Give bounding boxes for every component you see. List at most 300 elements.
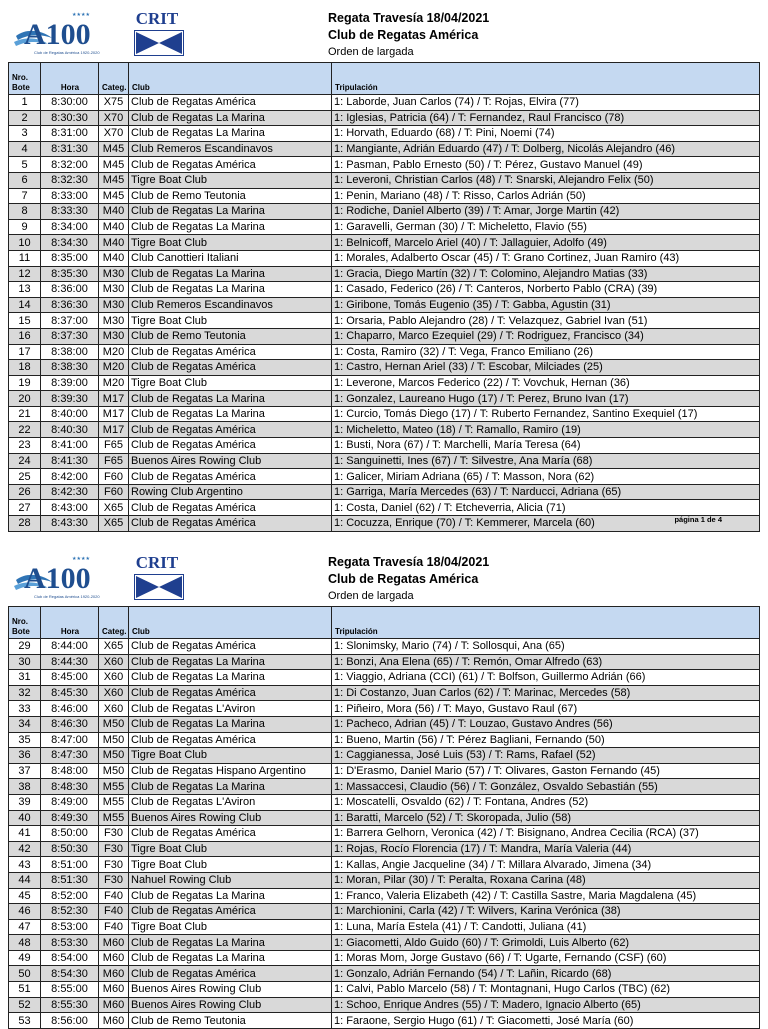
cell-hora: 8:38:00 <box>41 344 99 360</box>
cell-nro: 34 <box>9 716 41 732</box>
cell-categ: M60 <box>99 966 129 982</box>
start-order-table <box>8 62 760 532</box>
cell-nro: 48 <box>9 935 41 951</box>
cell-club: Club de Regatas América <box>129 344 332 360</box>
cell-categ: X75 <box>99 95 129 111</box>
cell-nro: 29 <box>9 639 41 655</box>
cell-club: Club de Regatas América <box>129 904 332 920</box>
cell-nro: 28 <box>9 516 41 532</box>
page-subtitle: Club de Regatas América <box>328 28 479 42</box>
cell-hora: 8:41:30 <box>41 453 99 469</box>
page-number: página 1 de 4 <box>674 515 722 524</box>
table-row <box>9 188 760 204</box>
crit-logo-text: CRIT <box>135 9 179 28</box>
a100-logo-text: A100 <box>24 562 91 595</box>
cell-club: Club de Regatas L'Aviron <box>129 794 332 810</box>
table-row <box>9 219 760 235</box>
cell-hora: 8:31:00 <box>41 126 99 142</box>
cell-tripulacion: 1: Penin, Mariano (48) / T: Risso, Carlos Adrián (50) <box>332 188 760 204</box>
cell-hora: 8:39:30 <box>41 391 99 407</box>
cell-club: Club de Regatas La Marina <box>129 266 332 282</box>
cell-hora: 8:55:30 <box>41 997 99 1013</box>
table-row <box>9 250 760 266</box>
cell-tripulacion: 1: Belnicoff, Marcelo Ariel (40) / T: Jallaguier, Adolfo (49) <box>332 235 760 251</box>
table-row <box>9 1013 760 1029</box>
cell-hora: 8:51:30 <box>41 872 99 888</box>
cell-nro: 47 <box>9 919 41 935</box>
cell-hora: 8:45:00 <box>41 670 99 686</box>
cell-nro: 51 <box>9 982 41 998</box>
cell-nro: 10 <box>9 235 41 251</box>
cell-tripulacion: 1: Schoo, Enrique Andres (55) / T: Madero, Ignacio Alberto (65) <box>332 997 760 1013</box>
table-row <box>9 670 760 686</box>
cell-club: Club Remeros Escandinavos <box>129 141 332 157</box>
table-row <box>9 391 760 407</box>
cell-categ: X70 <box>99 126 129 142</box>
cell-club: Club de Regatas Hispano Argentino <box>129 763 332 779</box>
cell-nro: 15 <box>9 313 41 329</box>
cell-nro: 35 <box>9 732 41 748</box>
table-row <box>9 297 760 313</box>
cell-categ: M40 <box>99 219 129 235</box>
table-row <box>9 982 760 998</box>
table-row <box>9 484 760 500</box>
table-row <box>9 872 760 888</box>
cell-club: Tigre Boat Club <box>129 841 332 857</box>
cell-categ: F40 <box>99 888 129 904</box>
cell-nro: 45 <box>9 888 41 904</box>
cell-categ: M40 <box>99 250 129 266</box>
cell-tripulacion: 1: Costa, Ramiro (32) / T: Vega, Franco Emiliano (26) <box>332 344 760 360</box>
cell-tripulacion: 1: D'Erasmo, Daniel Mario (57) / T: Olivares, Gaston Fernando (45) <box>332 763 760 779</box>
cell-tripulacion: 1: Garriga, María Mercedes (63) / T: Narducci, Adriana (65) <box>332 484 760 500</box>
cell-nro: 13 <box>9 282 41 298</box>
crit-flag-icon <box>134 574 184 600</box>
cell-club: Club de Regatas América <box>129 826 332 842</box>
cell-club: Tigre Boat Club <box>129 172 332 188</box>
cell-nro: 14 <box>9 297 41 313</box>
cell-hora: 8:42:00 <box>41 469 99 485</box>
table-row <box>9 904 760 920</box>
cell-club: Club de Regatas La Marina <box>129 110 332 126</box>
cell-categ: F65 <box>99 438 129 454</box>
cell-nro: 26 <box>9 484 41 500</box>
cell-categ: M30 <box>99 328 129 344</box>
cell-tripulacion: 1: Casado, Federico (26) / T: Canteros, Norberto Pablo (CRA) (39) <box>332 282 760 298</box>
cell-hora: 8:52:00 <box>41 888 99 904</box>
results-page-1 <box>8 0 768 530</box>
cell-nro: 19 <box>9 375 41 391</box>
cell-hora: 8:33:30 <box>41 204 99 220</box>
cell-club: Club de Regatas América <box>129 966 332 982</box>
header-hora: Hora <box>41 607 99 639</box>
cell-club: Club de Remo Teutonia <box>129 188 332 204</box>
cell-club: Club de Regatas La Marina <box>129 219 332 235</box>
table-row <box>9 732 760 748</box>
cell-hora: 8:55:00 <box>41 982 99 998</box>
cell-categ: M50 <box>99 763 129 779</box>
cell-club: Club de Regatas La Marina <box>129 654 332 670</box>
cell-nro: 23 <box>9 438 41 454</box>
table-row <box>9 266 760 282</box>
cell-nro: 4 <box>9 141 41 157</box>
cell-nro: 43 <box>9 857 41 873</box>
page-caption: Orden de largada <box>328 46 414 58</box>
header-categ: Categ. <box>99 63 129 95</box>
cell-club: Rowing Club Argentino <box>129 484 332 500</box>
table-row <box>9 763 760 779</box>
header-tripulacion: Tripulación <box>332 63 760 95</box>
cell-tripulacion: 1: Faraone, Sergio Hugo (61) / T: Giacometti, José María (60) <box>332 1013 760 1029</box>
cell-tripulacion: 1: Barrera Gelhorn, Veronica (42) / T: Bisignano, Andrea Cecilia (RCA) (37) <box>332 826 760 842</box>
cell-nro: 37 <box>9 763 41 779</box>
cell-categ: M17 <box>99 391 129 407</box>
table-row <box>9 453 760 469</box>
table-row <box>9 204 760 220</box>
table-row <box>9 810 760 826</box>
cell-hora: 8:35:00 <box>41 250 99 266</box>
cell-tripulacion: 1: Busti, Nora (67) / T: Marchelli, María Teresa (64) <box>332 438 760 454</box>
cell-tripulacion: 1: Moscatelli, Osvaldo (62) / T: Fontana, Andres (52) <box>332 794 760 810</box>
cell-club: Club de Regatas América <box>129 685 332 701</box>
cell-categ: M17 <box>99 406 129 422</box>
cell-club: Club de Regatas La Marina <box>129 779 332 795</box>
cell-nro: 3 <box>9 126 41 142</box>
table-header-row <box>9 63 760 95</box>
cell-hora: 8:48:00 <box>41 763 99 779</box>
cell-hora: 8:46:30 <box>41 716 99 732</box>
cell-hora: 8:30:30 <box>41 110 99 126</box>
table-row <box>9 344 760 360</box>
cell-tripulacion: 1: Marchionini, Carla (42) / T: Wilvers, Karina Verónica (38) <box>332 904 760 920</box>
table-header-row <box>9 607 760 639</box>
results-page-2 <box>8 544 768 1027</box>
cell-hora: 8:34:30 <box>41 235 99 251</box>
cell-categ: M60 <box>99 950 129 966</box>
table-row <box>9 406 760 422</box>
cell-tripulacion: 1: Costa, Daniel (62) / T: Etcheverria, Alicia (71) <box>332 500 760 516</box>
cell-club: Buenos Aires Rowing Club <box>129 810 332 826</box>
cell-categ: F60 <box>99 484 129 500</box>
cell-club: Club de Regatas L'Aviron <box>129 701 332 717</box>
cell-nro: 18 <box>9 360 41 376</box>
cell-tripulacion: 1: Rodiche, Daniel Alberto (39) / T: Amar, Jorge Martin (42) <box>332 204 760 220</box>
cell-hora: 8:32:00 <box>41 157 99 173</box>
cell-categ: M30 <box>99 313 129 329</box>
cell-club: Club de Regatas América <box>129 95 332 111</box>
table-row <box>9 966 760 982</box>
cell-categ: F40 <box>99 904 129 920</box>
table-row <box>9 997 760 1013</box>
svg-text:★★★★: ★★★★ <box>72 12 90 18</box>
crit-logo-text: CRIT <box>135 553 179 572</box>
cell-tripulacion: 1: Leverone, Marcos Federico (22) / T: Vovchuk, Hernan (36) <box>332 375 760 391</box>
cell-nro: 8 <box>9 204 41 220</box>
cell-nro: 17 <box>9 344 41 360</box>
cell-nro: 42 <box>9 841 41 857</box>
cell-hora: 8:37:00 <box>41 313 99 329</box>
cell-nro: 2 <box>9 110 41 126</box>
cell-hora: 8:40:30 <box>41 422 99 438</box>
cell-hora: 8:42:30 <box>41 484 99 500</box>
cell-categ: M55 <box>99 794 129 810</box>
cell-hora: 8:35:30 <box>41 266 99 282</box>
table-row <box>9 422 760 438</box>
title-block <box>328 554 489 604</box>
cell-nro: 41 <box>9 826 41 842</box>
table-row <box>9 313 760 329</box>
cell-tripulacion: 1: Piñeiro, Mora (56) / T: Mayo, Gustavo Raul (67) <box>332 701 760 717</box>
cell-hora: 8:43:00 <box>41 500 99 516</box>
cell-nro: 32 <box>9 685 41 701</box>
table-row <box>9 950 760 966</box>
table-row <box>9 469 760 485</box>
cell-nro: 49 <box>9 950 41 966</box>
cell-categ: M45 <box>99 157 129 173</box>
table-row <box>9 779 760 795</box>
page-caption: Orden de largada <box>328 590 414 602</box>
cell-tripulacion: 1: Rojas, Rocío Florencia (17) / T: Mandra, María Valeria (44) <box>332 841 760 857</box>
cell-club: Club de Regatas La Marina <box>129 716 332 732</box>
a100-logo-tagline: Club de Regatas América 1920-2020 <box>34 594 100 599</box>
table-row <box>9 126 760 142</box>
cell-club: Tigre Boat Club <box>129 857 332 873</box>
cell-club: Club de Regatas La Marina <box>129 391 332 407</box>
cell-categ: F30 <box>99 841 129 857</box>
cell-categ: X60 <box>99 685 129 701</box>
cell-categ: F65 <box>99 453 129 469</box>
cell-hora: 8:53:30 <box>41 935 99 951</box>
table-row <box>9 639 760 655</box>
cell-hora: 8:52:30 <box>41 904 99 920</box>
crit-flag-icon <box>134 30 184 56</box>
cell-club: Buenos Aires Rowing Club <box>129 997 332 1013</box>
table-row <box>9 826 760 842</box>
cell-club: Club de Regatas América <box>129 516 332 532</box>
cell-nro: 21 <box>9 406 41 422</box>
cell-categ: M17 <box>99 422 129 438</box>
cell-nro: 27 <box>9 500 41 516</box>
cell-hora: 8:49:00 <box>41 794 99 810</box>
cell-hora: 8:36:30 <box>41 297 99 313</box>
table-row <box>9 857 760 873</box>
cell-tripulacion: 1: Curcio, Tomás Diego (17) / T: Ruberto Fernandez, Santino Exequiel (17) <box>332 406 760 422</box>
a100-logo <box>12 10 104 58</box>
cell-club: Club de Regatas La Marina <box>129 282 332 298</box>
cell-club: Club de Regatas La Marina <box>129 950 332 966</box>
cell-categ: M60 <box>99 1013 129 1029</box>
cell-club: Club de Regatas América <box>129 157 332 173</box>
cell-tripulacion: 1: Cocuzza, Enrique (70) / T: Kemmerer, Marcela (60) <box>332 516 760 532</box>
cell-tripulacion: 1: Sanguinetti, Ines (67) / T: Silvestre, Ana María (68) <box>332 453 760 469</box>
cell-tripulacion: 1: Pacheco, Adrian (45) / T: Louzao, Gustavo Andres (56) <box>332 716 760 732</box>
cell-club: Club de Regatas América <box>129 639 332 655</box>
cell-categ: M45 <box>99 172 129 188</box>
cell-tripulacion: 1: Laborde, Juan Carlos (74) / T: Rojas, Elvira (77) <box>332 95 760 111</box>
cell-hora: 8:49:30 <box>41 810 99 826</box>
cell-club: Club de Regatas La Marina <box>129 126 332 142</box>
cell-hora: 8:44:30 <box>41 654 99 670</box>
cell-nro: 52 <box>9 997 41 1013</box>
cell-categ: M20 <box>99 360 129 376</box>
svg-text:★★★★: ★★★★ <box>72 556 90 562</box>
cell-club: Club de Regatas América <box>129 360 332 376</box>
cell-club: Club de Regatas América <box>129 500 332 516</box>
title-block <box>328 10 489 60</box>
cell-categ: M60 <box>99 997 129 1013</box>
table-row <box>9 888 760 904</box>
cell-categ: F40 <box>99 919 129 935</box>
cell-tripulacion: 1: Viaggio, Adriana (CCI) (61) / T: Bolfson, Guillermo Adrián (66) <box>332 670 760 686</box>
cell-nro: 12 <box>9 266 41 282</box>
table-row <box>9 157 760 173</box>
table-row <box>9 516 760 532</box>
cell-tripulacion: 1: Giacometti, Aldo Guido (60) / T: Grimoldi, Luis Alberto (62) <box>332 935 760 951</box>
cell-tripulacion: 1: Mangiante, Adrián Eduardo (47) / T: Dolberg, Nicolás Alejandro (46) <box>332 141 760 157</box>
cell-club: Club de Regatas América <box>129 732 332 748</box>
cell-categ: M30 <box>99 297 129 313</box>
cell-categ: M40 <box>99 235 129 251</box>
cell-categ: M60 <box>99 935 129 951</box>
cell-categ: M50 <box>99 732 129 748</box>
cell-club: Nahuel Rowing Club <box>129 872 332 888</box>
cell-nro: 25 <box>9 469 41 485</box>
cell-categ: M30 <box>99 266 129 282</box>
table-row <box>9 438 760 454</box>
table-row <box>9 685 760 701</box>
cell-categ: M55 <box>99 810 129 826</box>
cell-club: Club de Regatas La Marina <box>129 888 332 904</box>
cell-categ: M50 <box>99 748 129 764</box>
cell-tripulacion: 1: Calvi, Pablo Marcelo (58) / T: Montagnani, Hugo Carlos (TBC) (62) <box>332 982 760 998</box>
cell-club: Club de Remo Teutonia <box>129 1013 332 1029</box>
cell-hora: 8:43:30 <box>41 516 99 532</box>
cell-hora: 8:34:00 <box>41 219 99 235</box>
cell-hora: 8:31:30 <box>41 141 99 157</box>
page-header <box>8 0 768 62</box>
a100-logo <box>12 554 104 602</box>
cell-categ: X70 <box>99 110 129 126</box>
cell-categ: F30 <box>99 872 129 888</box>
cell-club: Buenos Aires Rowing Club <box>129 982 332 998</box>
a100-logo-tagline: Club de Regatas América 1920-2020 <box>34 50 100 55</box>
cell-categ: F30 <box>99 857 129 873</box>
cell-tripulacion: 1: Micheletto, Mateo (18) / T: Ramallo, Ramiro (19) <box>332 422 760 438</box>
cell-tripulacion: 1: Gonzalez, Laureano Hugo (17) / T: Perez, Bruno Ivan (17) <box>332 391 760 407</box>
crit-logo <box>126 554 188 600</box>
cell-hora: 8:53:00 <box>41 919 99 935</box>
table-row <box>9 235 760 251</box>
cell-nro: 16 <box>9 328 41 344</box>
cell-tripulacion: 1: Caggianessa, José Luis (53) / T: Rams, Rafael (52) <box>332 748 760 764</box>
cell-tripulacion: 1: Gracia, Diego Martín (32) / T: Colomino, Alejandro Matias (33) <box>332 266 760 282</box>
cell-tripulacion: 1: Leveroni, Christian Carlos (48) / T: Snarski, Alejandro Felix (50) <box>332 172 760 188</box>
cell-club: Club de Regatas La Marina <box>129 204 332 220</box>
cell-nro: 7 <box>9 188 41 204</box>
cell-hora: 8:33:00 <box>41 188 99 204</box>
cell-categ: M50 <box>99 716 129 732</box>
table-row <box>9 141 760 157</box>
cell-nro: 39 <box>9 794 41 810</box>
cell-categ: F60 <box>99 469 129 485</box>
cell-club: Club Canottieri Italiani <box>129 250 332 266</box>
cell-categ: X60 <box>99 654 129 670</box>
page-header <box>8 544 768 606</box>
cell-hora: 8:41:00 <box>41 438 99 454</box>
cell-club: Club de Regatas América <box>129 422 332 438</box>
cell-club: Tigre Boat Club <box>129 748 332 764</box>
cell-hora: 8:47:00 <box>41 732 99 748</box>
cell-tripulacion: 1: Orsaria, Pablo Alejandro (28) / T: Velazquez, Gabriel Ivan (51) <box>332 313 760 329</box>
page-subtitle: Club de Regatas América <box>328 572 479 586</box>
cell-tripulacion: 1: Horvath, Eduardo (68) / T: Pini, Noemi (74) <box>332 126 760 142</box>
header-club: Club <box>129 607 332 639</box>
start-order-table <box>8 606 760 1029</box>
cell-nro: 1 <box>9 95 41 111</box>
header-nro: Nro. Bote <box>9 607 41 639</box>
cell-categ: X60 <box>99 670 129 686</box>
cell-categ: F30 <box>99 826 129 842</box>
cell-tripulacion: 1: Luna, María Estela (41) / T: Candotti, Juliana (41) <box>332 919 760 935</box>
header-hora: Hora <box>41 63 99 95</box>
cell-tripulacion: 1: Franco, Valeria Elizabeth (42) / T: Castilla Sastre, Maria Magdalena (45) <box>332 888 760 904</box>
page-title: Regata Travesía 18/04/2021 <box>328 11 490 25</box>
cell-hora: 8:37:30 <box>41 328 99 344</box>
cell-tripulacion: 1: Slonimsky, Mario (74) / T: Sollosqui, Ana (65) <box>332 639 760 655</box>
cell-nro: 50 <box>9 966 41 982</box>
cell-nro: 40 <box>9 810 41 826</box>
cell-club: Club de Regatas La Marina <box>129 935 332 951</box>
cell-club: Tigre Boat Club <box>129 375 332 391</box>
cell-categ: M30 <box>99 282 129 298</box>
table-row <box>9 748 760 764</box>
cell-tripulacion: 1: Garavelli, German (30) / T: Micheletto, Flavio (55) <box>332 219 760 235</box>
table-row <box>9 919 760 935</box>
cell-hora: 8:51:00 <box>41 857 99 873</box>
cell-tripulacion: 1: Moran, Pilar (30) / T: Peralta, Roxana Carina (48) <box>332 872 760 888</box>
cell-hora: 8:30:00 <box>41 95 99 111</box>
table-row <box>9 172 760 188</box>
a100-logo-text: A100 <box>24 18 91 51</box>
cell-tripulacion: 1: Kallas, Angie Jacqueline (34) / T: Millara Alvarado, Jimena (34) <box>332 857 760 873</box>
cell-nro: 38 <box>9 779 41 795</box>
cell-tripulacion: 1: Baratti, Marcelo (52) / T: Skoropada, Julio (58) <box>332 810 760 826</box>
table-row <box>9 360 760 376</box>
table-row <box>9 794 760 810</box>
cell-club: Club Remeros Escandinavos <box>129 297 332 313</box>
cell-tripulacion: 1: Pasman, Pablo Ernesto (50) / T: Pérez, Gustavo Manuel (49) <box>332 157 760 173</box>
cell-club: Club de Regatas América <box>129 438 332 454</box>
cell-tripulacion: 1: Galicer, Miriam Adriana (65) / T: Masson, Nora (62) <box>332 469 760 485</box>
cell-tripulacion: 1: Iglesias, Patricia (64) / T: Fernandez, Raul Francisco (78) <box>332 110 760 126</box>
cell-nro: 11 <box>9 250 41 266</box>
cell-hora: 8:47:30 <box>41 748 99 764</box>
cell-categ: X65 <box>99 516 129 532</box>
cell-club: Buenos Aires Rowing Club <box>129 453 332 469</box>
cell-hora: 8:54:30 <box>41 966 99 982</box>
cell-tripulacion: 1: Bonzi, Ana Elena (65) / T: Remón, Omar Alfredo (63) <box>332 654 760 670</box>
table-row <box>9 935 760 951</box>
cell-club: Tigre Boat Club <box>129 313 332 329</box>
cell-nro: 6 <box>9 172 41 188</box>
header-club: Club <box>129 63 332 95</box>
cell-tripulacion: 1: Bueno, Martin (56) / T: Pérez Bagliani, Fernando (50) <box>332 732 760 748</box>
cell-categ: X65 <box>99 639 129 655</box>
cell-categ: M60 <box>99 982 129 998</box>
header-categ: Categ. <box>99 607 129 639</box>
cell-categ: M20 <box>99 375 129 391</box>
cell-club: Club de Regatas América <box>129 469 332 485</box>
